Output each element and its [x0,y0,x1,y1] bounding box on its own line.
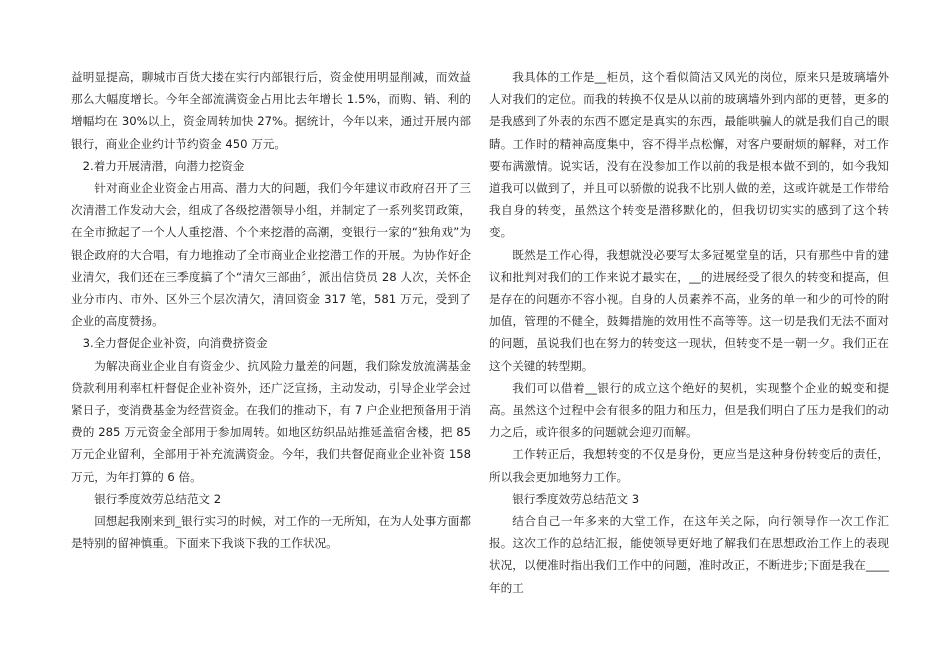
right-column [489,66,889,599]
paragraph-continued: 益明显提高，聊城市百货大搂在实行内部银行后，资金使用明显削减，而效益那么大幅度增长。今年全部流满资金占用比去年增长 1.5%，而购、销、利的增幅均在 30%以上，资金周转加快 27%。据统计，今年以来，通过开展内部银行，商业企业约计节约资金 450 万元。 [71,70,471,151]
paragraph-work-experience: 既然是工作心得，我想就没必要写太多冠冕堂皇的话，只有那些中肯的建议和批判对我们的工作来说才最实在，__的进展经受了很久的转变和提高，但是存在的问题亦不容小视。自身的人员素养不高，业务的单一和少的可怜的附加值，管理的不健全，鼓舞措施的效用性不高等等。这一切是我们无法不面对的问题，虽说我们也在努力的转变这一现状，但转变不是一朝一夕。我们正在这个关键的转型期。 [489,247,889,373]
section-title-sample-3: 银行季度效劳总结范文 3 [512,491,640,506]
paragraph-lobby-report: 结合自己一年多来的大堂工作，在这年关之际，向行领导作一次工作汇报。这次工作的总结汇报，能使领导更好地了解我们在思想政治工作上的表现状况，以便准时指出我们工作中的问题，准时改正，不断进步;下面是我在____年的工 [489,514,889,595]
paragraph-internship-intro: 回想起我刚来到_银行实习的时候，对工作的一无所知，在为人处事方面都是特别的留神慎重。下面来下我谈下我的工作状况。 [71,514,471,551]
heading-3-capital-supplement: 3.全力督促企业补资，向消费挤资金 [82,336,268,351]
heading-2-clean-potential: 2.着力开展清潜，向潜力挖资金 [82,158,245,173]
paragraph-opportunity: 我们可以借着__银行的成立这个绝好的契机，实现整个企业的蜕变和提高。虽然这个过程中会有很多的阻力和压力，但是我们明白了压力是我们的动力之后，或许很多的问题就会迎刃而解。 [489,380,889,440]
paragraph-after-regularization: 工作转正后，我想转变的不仅是身份，更应当是这种身份转变后的责任，所以我会更加地努力工作。 [489,447,889,484]
paragraph-teller-work: 我具体的工作是__柜员，这个看似简洁又风光的岗位，原来只是玻璃墙外人对我们的定位。而我的转换不仅是从以前的玻璃墙外到内部的更替，更多的是我感到了外表的东西不愿定是真实的东西，最能哄骗人的就是我们自己的眼睛。工作时的精神高度集中，容不得半点松懈，对客户要耐烦的解释，对工作要布满激情。说实话，没有在没参加工作以前的我是根本做不到的，如今我知道我可以做到了，并且可以骄傲的说我不比别人做的差，这或许就是工作带给我自身的转变，虽然这个转变是潜移默化的，但我切切实实的感到了这个转变。 [489,70,889,240]
section-title-sample-2: 银行季度效劳总结范文 2 [94,491,222,506]
left-column [71,66,471,554]
paragraph-capital-supplement: 为解决商业企业自有资金少、抗风险力量差的问题，我们除发放流满基金贷款利用利率杠杆督促企业补资外，还广泛宣扬，主动发动，引导企业学会过紧日子，变消费基金为经营资金。在我们的推动下，有 7 户企业把预备用于消费的 285 万元资金全部用于参加周转。如地区纺织品站推延盖宿舍楼，把 85 万元企业留利，全部用于补充流满资金。今年，我们共督促商业企业补资 158 万元，为年打算的 6 倍。 [71,358,471,484]
paragraph-clean-potential: 针对商业企业资金占用高、潜力大的问题，我们今年建议市政府召开了三次清潜工作发动大会，组成了各级挖潜领导小组，并制定了一系列奖罚政策，在全市掀起了一个人人重挖潜、个个来挖潜的高潮，变银行一家的“独角戏”为银企政府的大合唱，有力地推动了全市商业企业挖潜工作的开展。为协作好企业清欠，我们还在三季度搞了个“清欠三部曲〞，派出信贷员 28 人次，关怀企业分市内、市外、区外三个层次清欠，清回资金 317 笔，581 万元，受到了企业的高度赞扬。 [71,181,471,329]
